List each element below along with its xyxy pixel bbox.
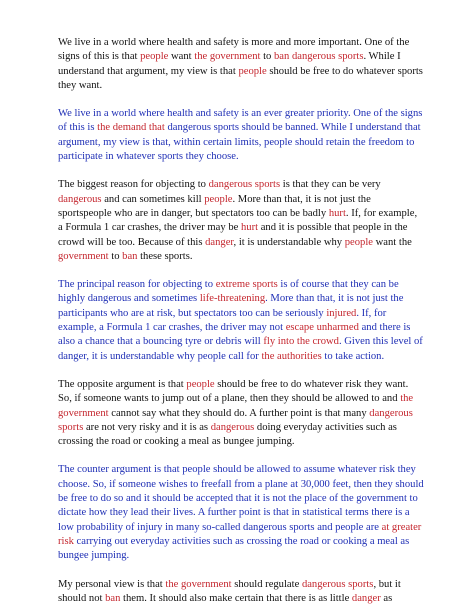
text-run: want [168,51,195,63]
highlighted-phrase: danger [351,592,381,604]
text-run: should be free to do whatever sports they want. [58,65,423,91]
text-run: We live in a world where health and safety is more and more important. One of the signs of this is that [58,37,410,63]
highlighted-phrase: extreme sports [215,279,278,291]
text-run: is that they can be very [280,179,381,191]
text-run: . While I understand that argument, my view is that [58,51,401,77]
text-run: and it is possible that people in the crowd will be too. Because of this [58,222,408,248]
highlighted-phrase: the government [165,578,232,590]
text-run: to take action. [321,350,385,362]
highlighted-phrase: hurt [240,222,259,234]
text-run: is of course that they can be highly dangerous and sometimes [58,279,399,305]
highlighted-phrase: injured [326,307,357,319]
text-run: and can sometimes kill [101,193,205,205]
highlighted-phrase: dangerous [58,193,102,205]
highlighted-phrase: people [186,378,215,390]
highlighted-phrase: dangerous sports [301,578,374,590]
text-run: them. It should also make certain that there is as little [120,592,352,604]
text-run: these sports. [137,250,193,262]
highlighted-phrase: people [140,51,169,63]
highlighted-phrase: people [204,193,233,205]
text-run: want the [372,236,412,248]
highlighted-phrase: the demand that [97,122,165,134]
text-run: My personal view is that [58,578,166,590]
highlighted-phrase: the authorities [261,350,322,362]
highlighted-phrase: people [344,236,373,248]
text-run: . If, for example, a Formula 1 car crashes, the driver may be [58,207,418,234]
text-run: The biggest reason for objecting to [58,179,209,191]
text-run: , it is understandable why [233,236,345,248]
text-run: should regulate [231,578,302,590]
text-run: dangerous sports should be banned. While I understand that argument, my view is that, within certain limits, people should retain the freedom to participate in whatever sports they choose. [58,122,421,163]
text-run: . Given this level of danger, it is understandable why people call for [58,336,423,362]
text-run: should be free to do whatever risk they want. So, if someone wants to jump out of a plane, then they should be allowed to and [58,378,409,405]
text-run: The principal reason for objecting to [58,279,216,291]
highlighted-phrase: life-threatening [199,293,266,305]
paragraph-7 [58,578,424,607]
paragraph-2 [58,107,424,164]
text-run: . More than that, it is not just the participants who are at risk, but spectators too can be seriously [58,293,404,319]
paragraph-4 [58,278,424,364]
text-run: , but it should not [58,578,401,604]
text-run: We live in a world where health and safety is an ever greater priority. One of the signs of this is [58,108,423,134]
text-run: carrying out everyday activities such as crossing the road or cooking a meal as bungee jumping. [58,535,410,562]
highlighted-phrase: fly into the crowd [263,336,339,348]
text-run: doing everyday activities such as crossing the road or cooking a meal as bungee jumping. [58,421,397,448]
text-run: . If, for example, a Formula 1 car crashes, the driver may not [58,307,387,334]
text-run: to [260,51,274,63]
highlighted-phrase: hurt [328,207,346,219]
text-run: are not very risky and it is as [83,421,211,433]
highlighted-phrase: ban [122,250,138,262]
paragraph-6 [58,463,424,563]
highlighted-phrase: dangerous [210,421,255,433]
highlighted-phrase: dangerous sports [208,179,281,191]
highlighted-phrase: escape unharmed [285,322,359,334]
highlighted-phrase: government [58,250,109,262]
text-run: and there is also a chance that a bouncing tyre or debris will [58,322,411,348]
paragraph-5 [58,378,424,449]
highlighted-phrase: dangerous sports [58,407,413,433]
text-run: to [108,250,123,262]
highlighted-phrase: ban dangerous sports [274,51,364,63]
text-run: The counter argument is that people should be allowed to assume whatever risk they choose. So, if someone wishes to freefall from a plane at 30,000 feet, then they should be free to do so and it should be accepted that it is not the place of the government to dictate how they lead their lives. A further point is that in statistical terms there is a low probability of injury in many so-called dangerous sports and people are [58,464,424,533]
highlighted-phrase: the government [194,51,261,63]
highlighted-phrase: people [238,65,267,77]
highlighted-phrase: the government [58,393,414,419]
highlighted-phrase: ban [105,592,121,604]
paragraph-3 [58,178,424,264]
highlighted-phrase: at greater risk [58,521,422,547]
text-run: cannot say what they should do. A further point is that many [108,407,370,419]
text-run: . More than that, it is not just the sportspeople who are in danger, but spectators too can be badly [58,193,371,219]
highlighted-phrase: danger [205,236,234,248]
text-run: The opposite argument is that [58,378,187,390]
paragraph-1 [58,36,424,93]
text-run: as [380,592,393,604]
